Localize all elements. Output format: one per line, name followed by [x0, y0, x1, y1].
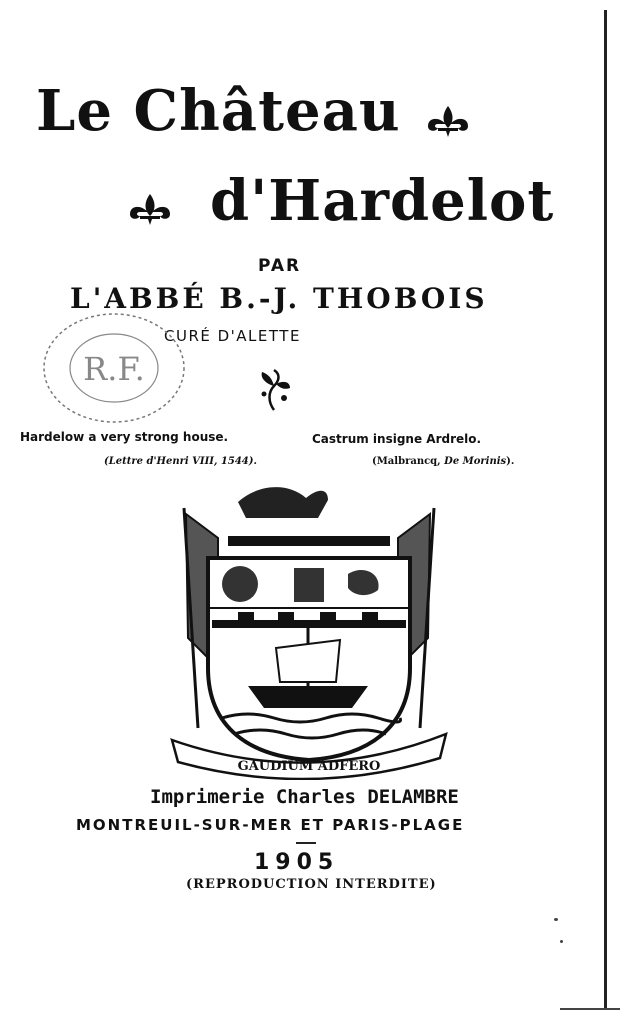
epigraph-source-1: (Lettre d'Henri VIII, 1544).	[104, 456, 257, 467]
coat-of-arms-icon	[168, 478, 450, 780]
fleur-de-lis-icon	[126, 192, 174, 226]
fleur-de-lis-icon	[424, 104, 472, 138]
par-label: PAR	[258, 256, 302, 276]
publication-place: MONTREUIL-SUR-MER ET PARIS-PLAGE	[76, 816, 465, 834]
epigraph-source-2-work: De Morinis	[444, 456, 507, 467]
author-name: L'ABBÉ B.-J. THOBOIS	[70, 282, 488, 315]
epigraph-quote-2: Castrum insigne Ardrelo.	[312, 432, 482, 446]
stamp-text: R.F.	[83, 350, 145, 388]
epigraph-source-2	[372, 456, 514, 467]
crest-motto: GAUDIUM ADFERO	[237, 759, 381, 774]
fleuron-icon	[254, 368, 296, 412]
epigraph-source-2-end: ).	[506, 456, 515, 467]
library-stamp-icon	[38, 308, 190, 428]
print-speck	[560, 940, 563, 943]
title-line-1: Le Château	[36, 78, 401, 144]
title-line-2: d'Hardelot	[210, 168, 555, 234]
author-role: CURÉ D'ALETTE	[164, 327, 301, 345]
print-speck	[554, 918, 558, 921]
printer-name: Imprimerie Charles DELAMBRE	[150, 786, 459, 808]
page-edge-bottom	[560, 1008, 620, 1010]
epigraph-source-2-author: (Malbrancq,	[372, 456, 445, 467]
reproduction-notice: (REPRODUCTION INTERDITE)	[186, 877, 437, 892]
divider-dash	[296, 842, 316, 844]
publication-year: 1905	[254, 850, 340, 875]
epigraph-quote-1: Hardelow a very strong house.	[20, 430, 229, 444]
page-edge-right	[604, 10, 607, 1010]
